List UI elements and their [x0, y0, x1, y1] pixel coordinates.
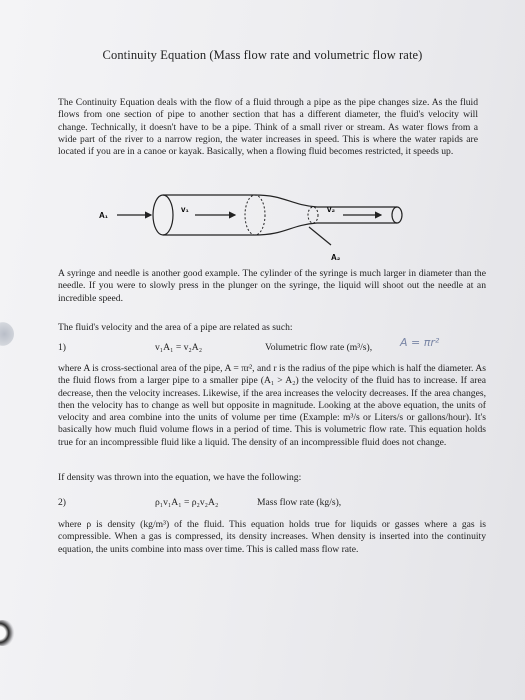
handwritten-note-text: A = πr²	[400, 336, 440, 349]
equation2-number: 2)	[58, 497, 66, 508]
equation1-number: 1)	[58, 342, 66, 353]
paragraph-syringe: A syringe and needle is another good example. The cylinder of the syringe is much larger in diameter than the needle. If you were to slowly press in the plunger on the syringe, the liquid will shoot out the needle at an incredible speed.	[58, 268, 486, 304]
paragraph-density-explanation: where ρ is density (kg/m³) of the fluid. This equation holds true for liquids or gasses where a gas is compressible. When a gas is compressed, its density increases. When density is inserted into the continuity equation, the units combine into mass over time. This is called mass flow rate.	[58, 519, 486, 555]
diagram-label-a1: A₁	[99, 211, 109, 220]
diagram-label-a2: A₂	[331, 253, 341, 262]
binder-hole-upper	[0, 322, 14, 346]
equation2-label: Mass flow rate (kg/s),	[257, 497, 342, 508]
page-title: Continuity Equation (Mass flow rate and volumetric flow rate)	[102, 48, 423, 62]
paragraph-intro: The Continuity Equation deals with the flow of a fluid through a pipe as the pipe changes size. As the fluid flows from one section of pipe to another section that has a different diameter, the fluid's velocity will change. Technically, it doesn't have to be a pipe. Think of a small river or stream. As water flows from a wide part of the river to a narrow region, the water increases in speed. This is where the water rapids are located if you are in a canoe or kayak. Basically, when a flowing fluid becomes restricted, it speeds up.	[58, 97, 478, 158]
equation1-label: Volumetric flow rate (m³/s),	[265, 342, 373, 353]
paragraph-area-explanation: where A is cross-sectional area of the pipe, A = πr², and r is the radius of the pipe which is half the diameter. As the fluid flows from a larger pipe to a smaller pipe (A₁ > A₂) the velocity of the fluid has to increase. If area decrease, then the velocity increases. Likewise, if the area increases the velocity decreases. If the area changes, then the velocity has to change as well but opposite in magnitude. Looking at the above equation, the units of velocity and area combine into the units of volume per time (Example: m³/s or Liters/s or gallons/hour). It's basically how much fluid volume flows in a period of time. This is volumetric flow rate. This equation holds true for an incompressible fluid like a liquid. The density of an incompressible fluid does not change.	[58, 363, 486, 448]
binder-hole-lower	[0, 620, 16, 646]
pipe-diagram	[85, 185, 425, 265]
paragraph-density-intro: If density was thrown into the equation, we have the following:	[58, 472, 302, 483]
paragraph-relation-intro: The fluid's velocity and the area of a pipe are related as such:	[58, 322, 293, 333]
diagram-label-v1: v₁	[181, 205, 189, 214]
diagram-label-v2: v₂	[327, 205, 336, 214]
equation1-formula: v₁A₁ = v₂A₂	[155, 342, 203, 353]
equation2-formula: ρ₁v₁A₁ = ρ₂v₂A₂	[155, 497, 219, 508]
area-a2-pointer	[309, 227, 331, 245]
handwritten-note	[398, 333, 458, 351]
